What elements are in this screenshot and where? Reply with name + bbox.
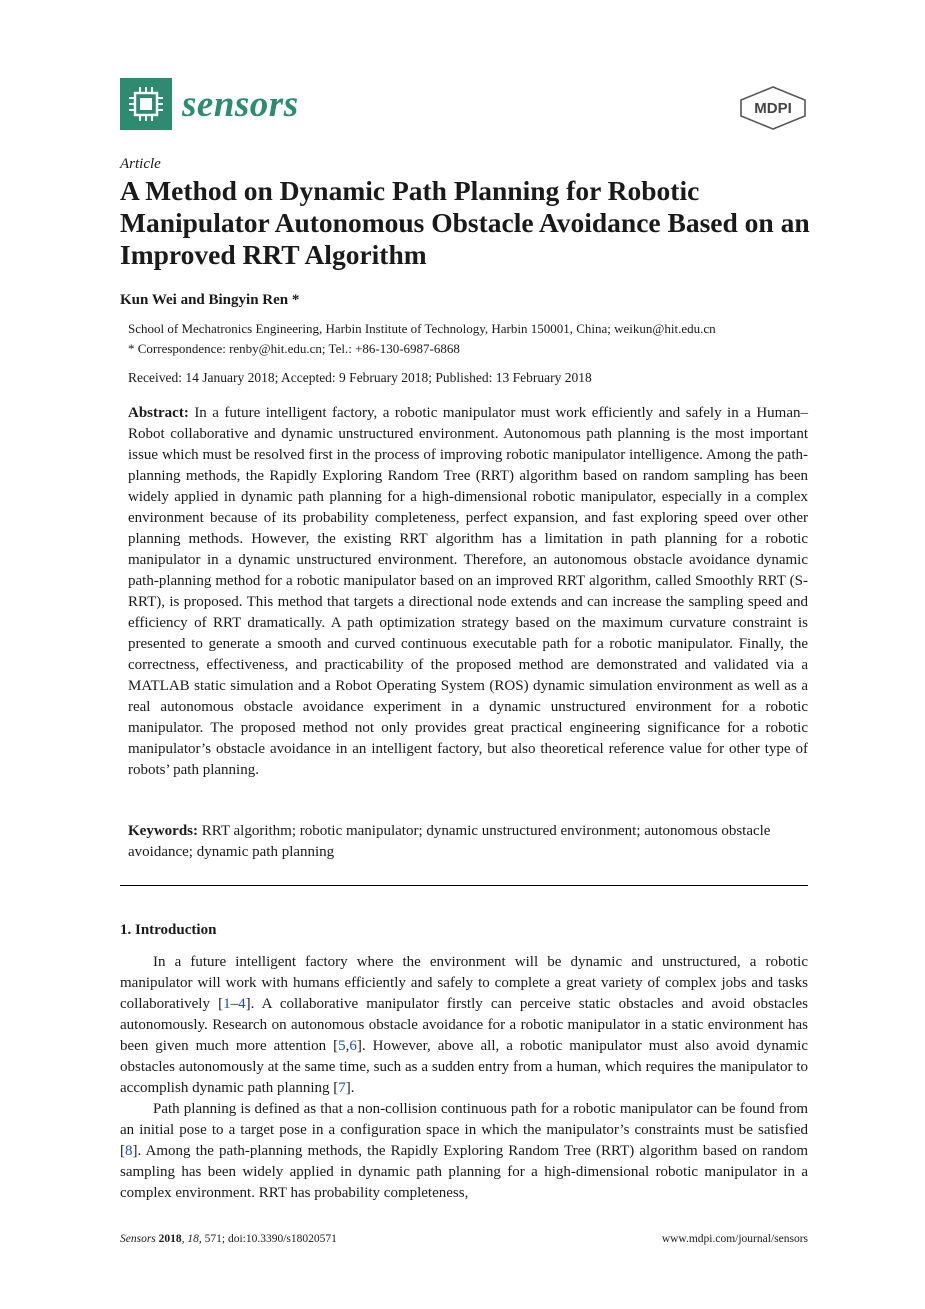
article-type: Article xyxy=(120,156,161,172)
journal-brand xyxy=(120,78,299,130)
mdpi-logo xyxy=(738,86,808,130)
authors: Kun Wei and Bingyin Ren * xyxy=(120,292,300,308)
footer-url[interactable]: www.mdpi.com/journal/sensors xyxy=(661,1233,808,1245)
publication-dates: Received: 14 January 2018; Accepted: 9 February 2018; Published: 13 February 2018 xyxy=(128,370,592,385)
sensors-chip-icon xyxy=(120,78,172,130)
citation-link[interactable]: 7 xyxy=(338,1080,346,1096)
citation-link[interactable]: 8 xyxy=(125,1143,133,1159)
abstract xyxy=(128,403,808,781)
abstract-text: In a future intelligent factory, a robotic manipulator must work efficiently and safely in a Human–Robot collaborative and dynamic unstructured environment. Autonomous path planning is the most important issue which must be resolved first in the process of improving robotic manipulator intelligence. Among the path-planning methods, the Rapidly Exploring Random Tree (RRT) algorithm based on random sampling has been widely applied in dynamic path planning for a high-dimensional robotic manipulator, especially in a complex environment because of its probability completeness, perfect expansion, and fast exploring speed over other planning methods. However, the existing RRT algorithm has a limitation in path planning for a robotic manipulator in a dynamic unstructured environment. Therefore, an autonomous obstacle avoidance dynamic path-planning method for a robotic manipulator based on an improved RRT algorithm, called Smoothly RRT (S-RRT), is proposed. This method that targets a directional node extends and can increase the sampling speed and efficiency of RRT dramatically. A path optimization strategy based on the maximum curvature constraint is presented to generate a smooth and curved continuous executable path for a robotic manipulator. Finally, the correctness, effectiveness, and practicability of the proposed method are demonstrated and validated via a MATLAB static simulation and a Robot Operating System (ROS) dynamic simulation environment as well as a real autonomous obstacle avoidance experiment in a dynamic unstructured environment for a robotic manipulator. The proposed method not only provides great practical engineering significance for a robotic manipulator’s obstacle avoidance in an intelligent factory, but also theoretical reference value for other type of robots’ path planning. xyxy=(128,405,809,778)
section-heading-introduction: 1. Introduction xyxy=(120,922,217,938)
citation-link[interactable]: 1 xyxy=(223,996,231,1012)
mdpi-logo-text: MDPI xyxy=(754,100,792,117)
section-divider xyxy=(120,885,808,886)
correspondence: * Correspondence: renby@hit.edu.cn; Tel.: +86-130-6987-6868 xyxy=(128,341,460,356)
keywords-text: RRT algorithm; robotic manipulator; dynamic unstructured environment; autonomous obstacle avoidance; dynamic path planning xyxy=(128,823,771,860)
abstract-label: Abstract: xyxy=(128,405,189,421)
footer-citation: Sensors 2018, 18, 571; doi:10.3390/s18020571 xyxy=(120,1233,337,1245)
keywords xyxy=(128,821,808,863)
keywords-label: Keywords: xyxy=(128,823,198,839)
page-title: A Method on Dynamic Path Planning for Robotic Manipulator Autonomous Obstacle Avoidance Based on an Improved RRT Algorithm xyxy=(120,175,810,270)
citation-link[interactable]: 6 xyxy=(349,1038,357,1054)
paragraph: Path planning is defined as that a non-collision continuous path for a robotic manipulator can be found from an initial pose to a target pose in a configuration space in which the manipulator’s constraints must be satisfied [8]. Among the path-planning methods, the Rapidly Exploring Random Tree (RRT) algorithm based on random sampling has been widely applied in dynamic path planning for a high-dimensional robotic manipulator in a complex environment. RRT has probability completeness, xyxy=(120,1101,808,1201)
citation-link[interactable]: 5 xyxy=(338,1038,346,1054)
affiliation: School of Mechatronics Engineering, Harbin Institute of Technology, Harbin 150001, China; weikun@hit.edu.cn xyxy=(128,321,716,336)
citation-link[interactable]: 4 xyxy=(238,996,246,1012)
paragraph: In a future intelligent factory where the environment will be dynamic and unstructured, a robotic manipulator will work with humans efficiently and safely to complete a great variety of complex jobs and tasks collaboratively [1–4]. A collaborative manipulator firstly can perceive static obstacles and avoid obstacles autonomously. Research on autonomous obstacle avoidance for a robotic manipulator in a static environment has been given much more attention [5,6]. However, above all, a robotic manipulator must also avoid dynamic obstacles autonomously at the same time, such as a sudden entry from a human, which requires the manipulator to accomplish dynamic path planning [7]. xyxy=(120,954,808,1096)
journal-name: sensors xyxy=(182,83,299,125)
introduction-body xyxy=(120,952,808,1204)
